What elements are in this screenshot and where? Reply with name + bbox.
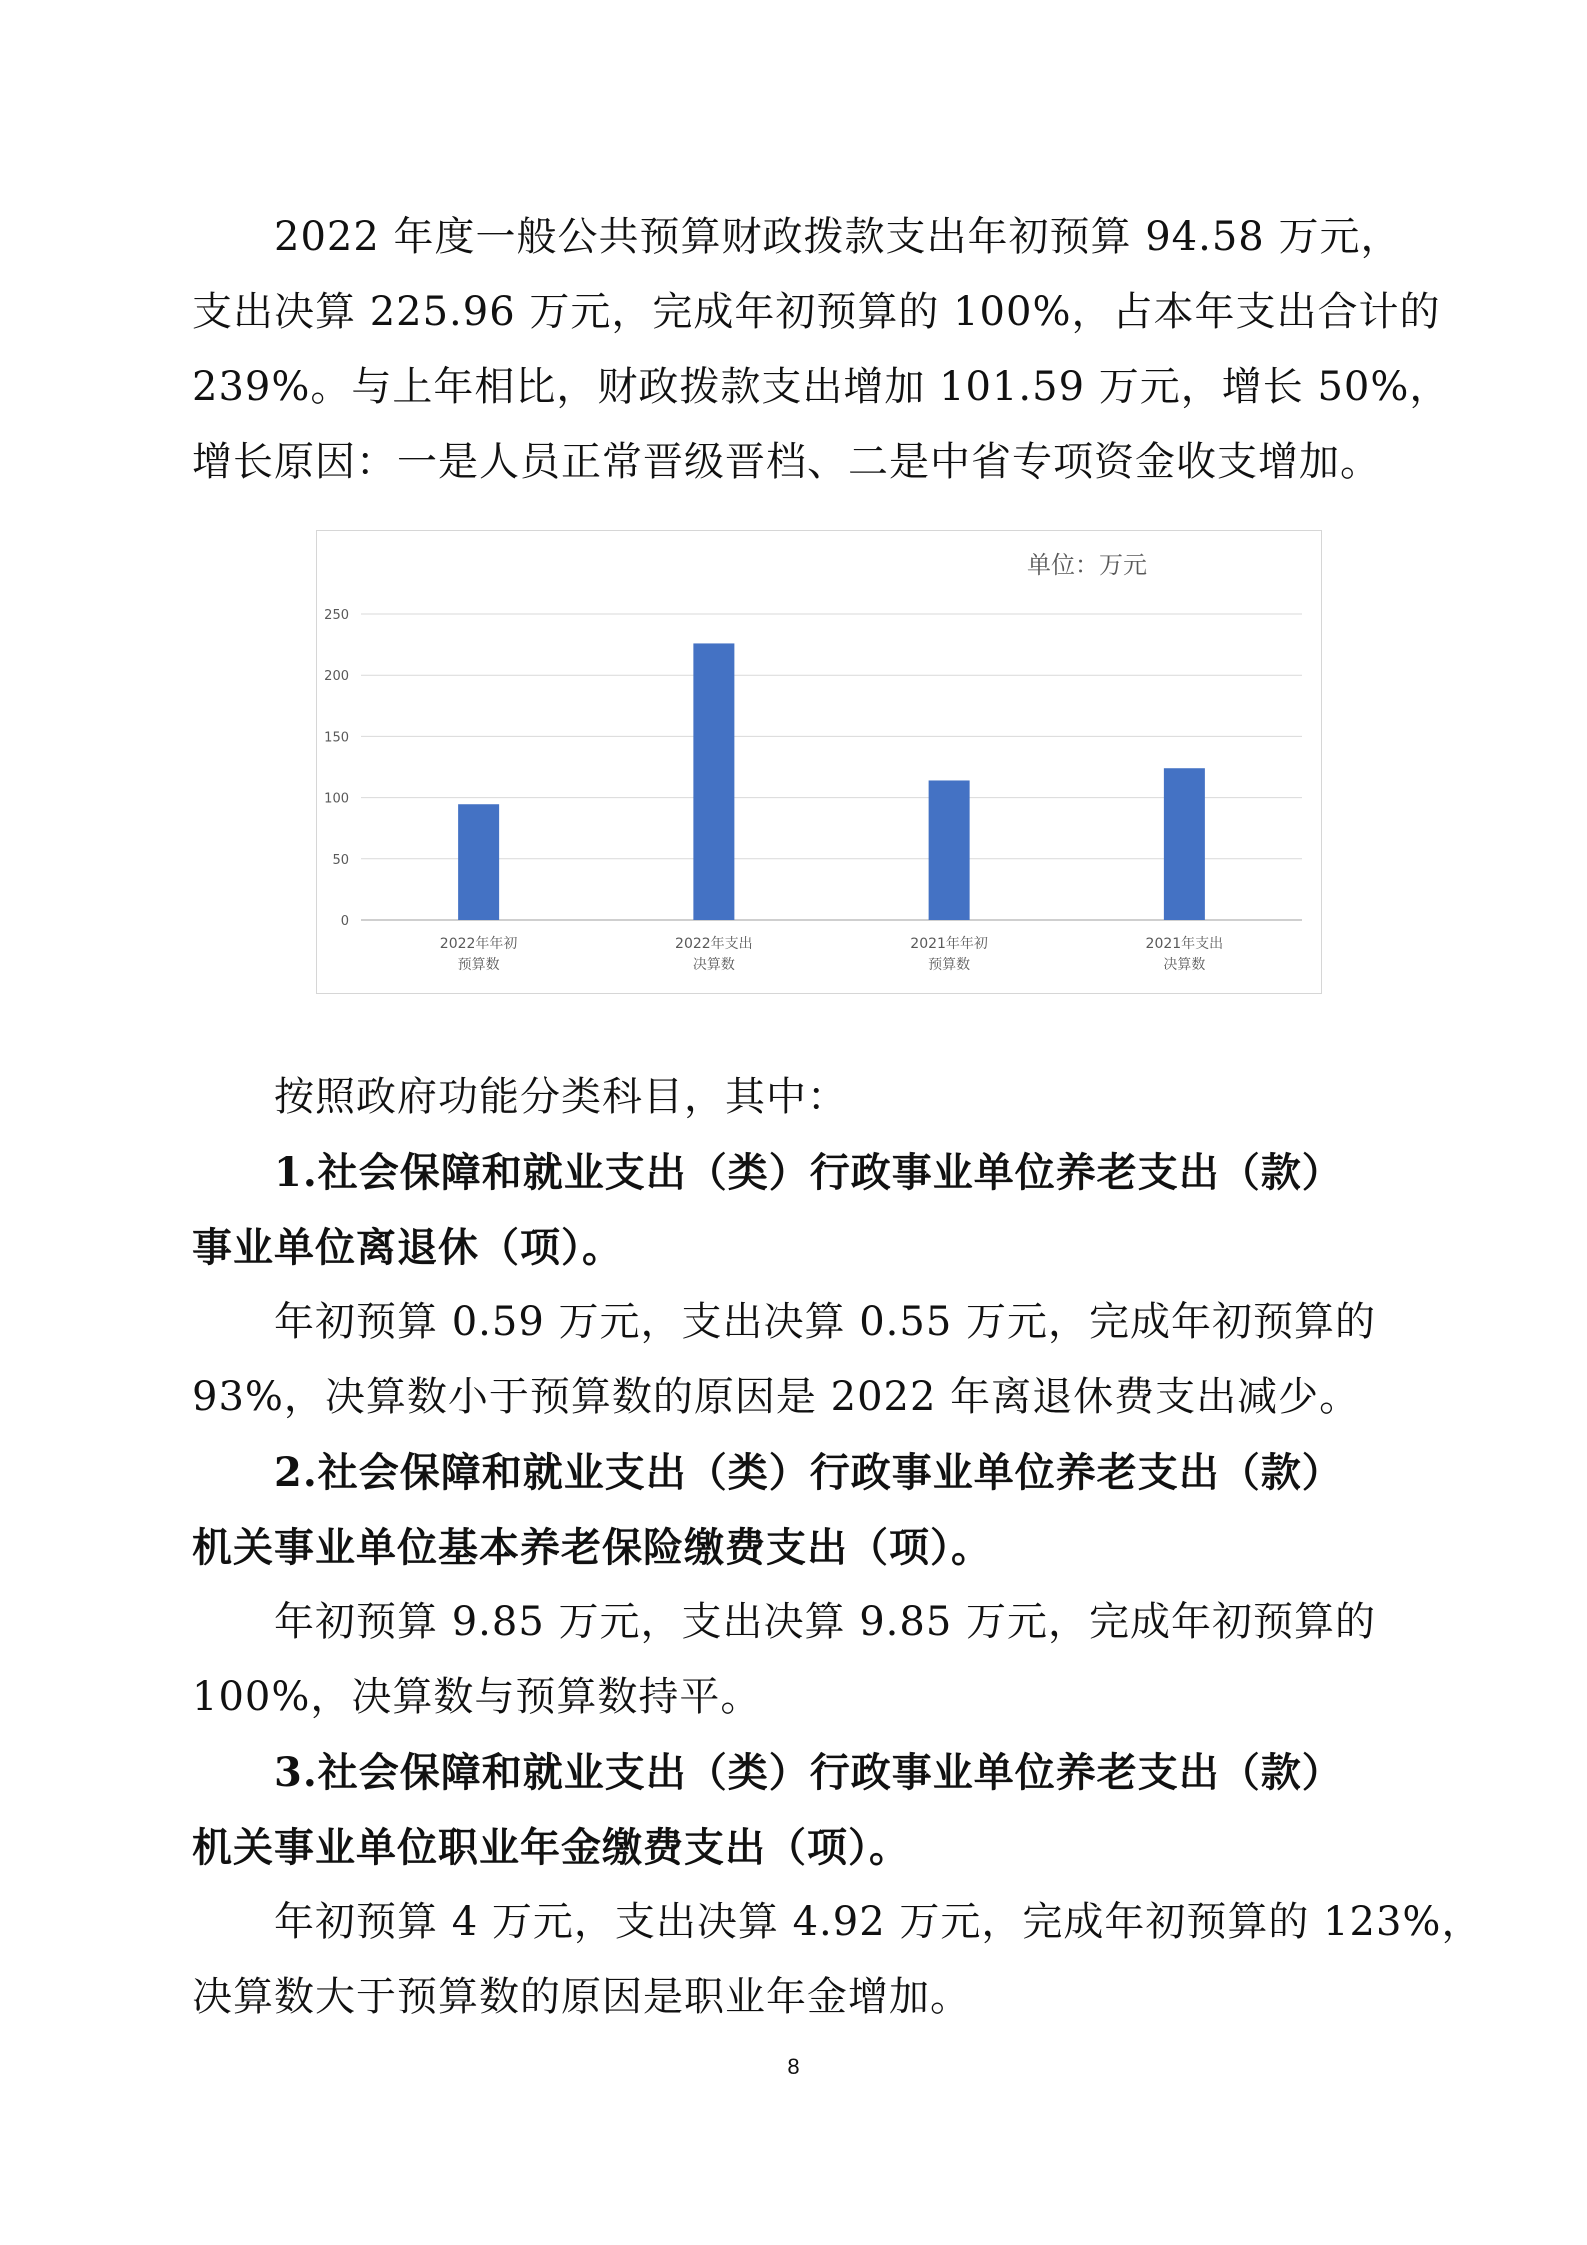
text-line: 事业单位离退休（项）。 xyxy=(192,1224,623,1271)
text-line: 93%，决算数小于预算数的原因是 2022 年离退休费支出减少。 xyxy=(192,1374,1361,1420)
chart-unit-label: 单位：万元 xyxy=(1027,551,1147,579)
x-tick-label: 2022年支出 xyxy=(675,936,753,952)
y-tick-label: 100 xyxy=(324,791,349,807)
text-line: 239%。与上年相比，财政拨款支出增加 101.59 万元，增长 50%， xyxy=(192,364,1451,410)
x-tick-label: 2022年年初 xyxy=(439,936,518,952)
text-line: 增长原因：一是人员正常晋级晋档、二是中省专项资金收支增加。 xyxy=(192,439,1381,485)
text-line: 2.社会保障和就业支出（类）行政事业单位养老支出（款） xyxy=(192,1449,1343,1496)
text-line: 年初预算 9.85 万元，支出决算 9.85 万元，完成年初预算的 xyxy=(192,1599,1376,1645)
paragraph-section-1 xyxy=(192,1285,1402,1435)
paragraph-section-3 xyxy=(192,1885,1483,2035)
paragraph-intro xyxy=(192,1060,1402,1135)
x-tick-label: 决算数 xyxy=(692,957,735,973)
paragraph-budget-summary xyxy=(192,200,1451,500)
bar-chart-container xyxy=(316,530,1322,994)
x-tick-label: 2021年年初 xyxy=(910,936,988,952)
bar xyxy=(458,804,499,920)
x-tick-label: 决算数 xyxy=(1163,957,1206,973)
text-line: 决算数大于预算数的原因是职业年金增加。 xyxy=(192,1974,971,2020)
text-line: 1.社会保障和就业支出（类）行政事业单位养老支出（款） xyxy=(192,1149,1343,1196)
bar xyxy=(693,643,734,920)
text-line: 3.社会保障和就业支出（类）行政事业单位养老支出（款） xyxy=(192,1749,1343,1796)
section-heading-2 xyxy=(192,1435,1402,1585)
x-tick-label: 预算数 xyxy=(457,957,500,973)
y-tick-label: 200 xyxy=(324,669,349,685)
text-line: 年初预算 4 万元，支出决算 4.92 万元，完成年初预算的 123%， xyxy=(192,1899,1483,1945)
page-number: 8 xyxy=(787,2054,800,2079)
text-line: 年初预算 0.59 万元，支出决算 0.55 万元，完成年初预算的 xyxy=(192,1299,1376,1345)
y-tick-label: 50 xyxy=(332,852,349,868)
text-line: 机关事业单位职业年金缴费支出（项）。 xyxy=(192,1824,910,1871)
x-tick-label: 预算数 xyxy=(928,957,971,973)
y-tick-label: 0 xyxy=(340,914,349,929)
section-heading-1 xyxy=(192,1135,1402,1285)
bar xyxy=(929,780,970,920)
section-heading-3 xyxy=(192,1735,1402,1885)
y-tick-label: 150 xyxy=(324,730,349,746)
text-line: 100%，决算数与预算数持平。 xyxy=(192,1674,762,1720)
text-line: 机关事业单位基本养老保险缴费支出（项）。 xyxy=(192,1524,992,1571)
text-line: 2022 年度一般公共预算财政拨款支出年初预算 94.58 万元， xyxy=(192,214,1402,260)
bar-chart xyxy=(317,531,1321,993)
y-tick-label: 250 xyxy=(324,608,349,623)
paragraph-section-2 xyxy=(192,1585,1402,1735)
text-line: 支出决算 225.96 万元，完成年初预算的 100%，占本年支出合计的 xyxy=(192,289,1441,335)
bar xyxy=(1164,768,1205,920)
x-tick-label: 2021年支出 xyxy=(1145,936,1224,952)
text-line: 按照政府功能分类科目，其中： xyxy=(192,1074,848,1120)
